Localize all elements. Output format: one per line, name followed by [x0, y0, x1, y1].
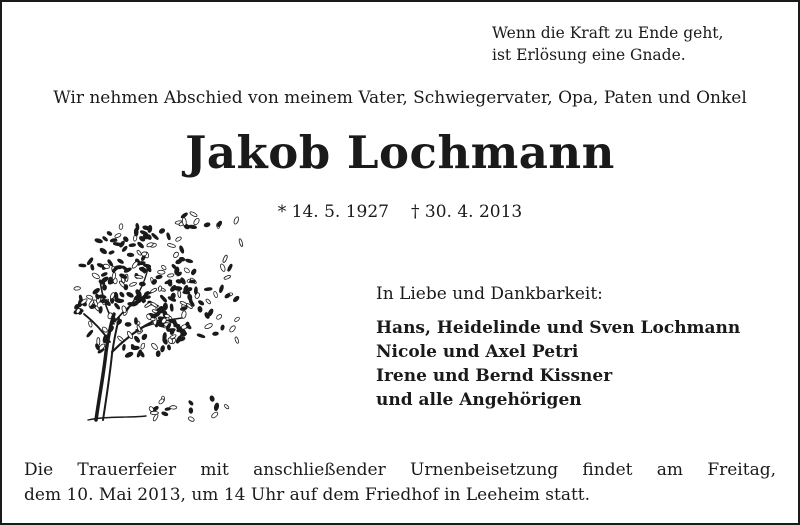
leaf	[188, 416, 195, 422]
leaf	[129, 243, 136, 247]
leaf	[137, 241, 145, 249]
mourner-line: Irene und Bernd Kissner	[376, 366, 613, 386]
leaf	[115, 265, 123, 269]
deceased-name: Jakob Lochmann	[185, 126, 615, 179]
leaf	[232, 295, 240, 302]
leaf	[90, 264, 94, 270]
leaf	[133, 335, 140, 343]
leaf	[193, 217, 201, 225]
leaf	[99, 306, 103, 313]
leaf	[117, 335, 124, 342]
leaf	[188, 400, 194, 406]
leaf	[124, 284, 128, 290]
leaf	[167, 345, 171, 351]
leaf	[151, 233, 159, 241]
leaf	[238, 238, 243, 246]
leaf	[197, 306, 202, 313]
leaf	[138, 261, 145, 265]
leaf	[224, 275, 232, 280]
leaf	[161, 296, 167, 303]
leaf	[198, 300, 205, 306]
leaf	[131, 261, 139, 269]
tree-with-falling-leaves-icon	[66, 202, 246, 437]
leaf	[102, 236, 108, 242]
leaf	[212, 332, 218, 336]
leaf	[125, 322, 131, 326]
leaf	[156, 275, 163, 280]
leaf	[127, 253, 134, 257]
leaf	[204, 222, 211, 227]
leaf	[181, 324, 188, 330]
leaf	[180, 306, 188, 311]
leaf	[162, 337, 168, 345]
leaf	[233, 216, 239, 224]
leaf	[150, 288, 157, 294]
leaf	[222, 255, 228, 263]
leaf	[179, 245, 185, 253]
leaf	[119, 292, 125, 298]
motto-quote	[492, 22, 723, 66]
leaf	[189, 408, 193, 414]
leaf	[117, 258, 124, 264]
leaf	[214, 403, 220, 411]
leaf	[211, 411, 219, 419]
leaf	[229, 325, 237, 333]
leaf	[161, 411, 168, 416]
leaf	[167, 243, 176, 248]
leaf	[170, 406, 177, 410]
leaf	[91, 272, 100, 280]
leaf	[141, 333, 148, 340]
leaf	[234, 337, 239, 344]
leaf	[175, 236, 182, 242]
leaf	[220, 325, 224, 331]
motto-line-2: ist Erlösung eine Gnade.	[492, 46, 686, 64]
leaf	[220, 263, 226, 272]
leaf	[224, 404, 230, 410]
mourner-line: Hans, Heidelinde und Sven Lochmann	[376, 318, 741, 338]
leaf	[204, 287, 212, 291]
leaf	[205, 298, 211, 304]
leaf	[119, 224, 123, 230]
leaf	[177, 290, 181, 297]
leaf	[224, 293, 231, 299]
leaf	[158, 398, 165, 405]
leaf	[156, 351, 160, 357]
leaf	[209, 395, 215, 402]
leaf	[204, 323, 213, 330]
leaf	[234, 316, 240, 322]
leaf	[86, 257, 93, 265]
leaf	[99, 247, 107, 255]
leaf	[227, 264, 233, 272]
leaf	[180, 277, 187, 285]
leaf	[170, 304, 174, 312]
birth-date: * 14. 5. 1927	[277, 202, 389, 222]
mourner-line: Nicole und Axel Petri	[376, 342, 579, 362]
leaf	[86, 330, 93, 338]
leaf	[197, 333, 206, 338]
leaf	[129, 282, 137, 287]
service-line-1: Die Trauerfeier mit anschließender Urnenbeisetzung findet am Freitag,	[24, 460, 776, 480]
death-date: † 30. 4. 2013	[411, 202, 523, 222]
leaf	[151, 342, 159, 350]
leaf	[150, 301, 158, 308]
leaf	[173, 251, 180, 258]
leaf	[106, 231, 112, 237]
leaf	[141, 266, 147, 273]
leaf	[181, 310, 187, 318]
leaf	[167, 273, 174, 277]
motto-line-1: Wenn die Kraft zu Ende geht,	[492, 24, 724, 42]
leaf	[139, 282, 145, 286]
leaf	[183, 267, 190, 274]
leaf	[102, 285, 106, 291]
leaf	[140, 343, 145, 350]
leaf	[126, 291, 134, 298]
leaf	[216, 220, 222, 227]
leaf	[94, 238, 102, 244]
leaf	[174, 286, 182, 290]
mourner-line: und alle Angehörigen	[376, 390, 582, 410]
leaf	[161, 264, 167, 270]
leaf	[130, 344, 136, 351]
leaf	[125, 351, 134, 358]
service-line-2: dem 10. Mai 2013, um 14 Uhr auf dem Friedhof in Leeheim statt.	[24, 485, 591, 505]
funeral-service-notice	[24, 458, 776, 508]
leaf	[213, 291, 218, 298]
leaf	[95, 293, 100, 299]
tree-leaves	[73, 211, 243, 422]
leaf	[189, 280, 195, 283]
leaf	[101, 272, 108, 277]
leaf	[157, 270, 165, 274]
leaf	[189, 211, 198, 218]
leaf	[216, 314, 223, 321]
leaf	[114, 303, 121, 310]
leaf	[183, 291, 190, 294]
leaf	[136, 250, 142, 256]
leaf	[122, 344, 125, 350]
gratitude-line: In Liebe und Dankbarkeit:	[376, 284, 603, 304]
leaf	[134, 318, 137, 325]
leaf	[74, 286, 81, 290]
leaf	[158, 228, 165, 235]
leaf	[182, 330, 185, 336]
leaf	[79, 264, 86, 267]
leaf	[97, 263, 104, 268]
farewell-intro: Wir nehmen Abschied von meinem Vater, Schwiegervater, Opa, Paten und Onkel	[53, 88, 747, 108]
leaf	[194, 287, 197, 295]
leaf	[160, 345, 165, 352]
leaf	[109, 250, 115, 254]
leaf	[219, 285, 225, 294]
leaf	[166, 232, 171, 240]
leaf	[114, 233, 121, 239]
leaf	[185, 258, 193, 263]
mourners-list	[376, 316, 740, 412]
leaf	[190, 268, 197, 275]
